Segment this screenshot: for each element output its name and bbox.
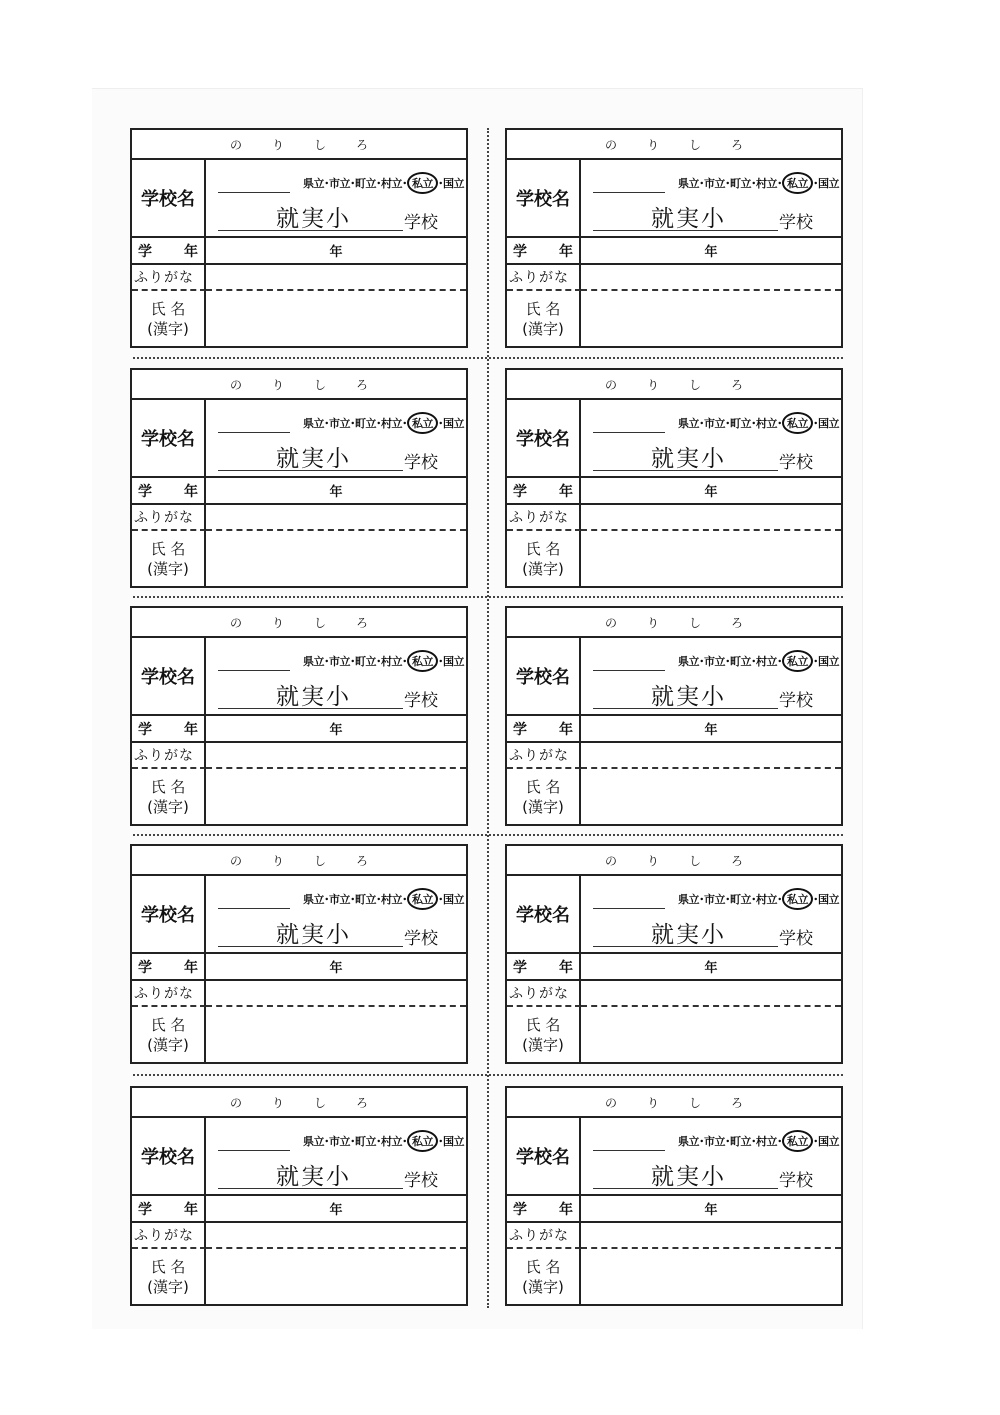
grade-label bbox=[132, 238, 206, 265]
furigana-label: ふりがな bbox=[507, 1223, 581, 1249]
furigana-field[interactable] bbox=[206, 743, 466, 769]
school-type-selected: 私立 bbox=[407, 650, 438, 672]
name-label-sub: (漢字) bbox=[147, 1035, 189, 1054]
name-label-main: 氏 名 bbox=[525, 1015, 561, 1034]
name-label-main: 氏 名 bbox=[525, 777, 561, 796]
furigana-field[interactable] bbox=[206, 265, 466, 291]
name-label bbox=[507, 1007, 581, 1062]
grade-label bbox=[507, 238, 581, 265]
name-label-sub: (漢字) bbox=[522, 559, 564, 578]
school-type-list-end: ･国立 bbox=[813, 177, 839, 190]
school-type-options bbox=[678, 172, 839, 194]
school-name-label: 学校名 bbox=[507, 638, 581, 716]
school-suffix: 学校 bbox=[779, 929, 813, 949]
name-label bbox=[507, 1249, 581, 1304]
school-name-field[interactable] bbox=[206, 1118, 466, 1196]
furigana-field[interactable] bbox=[581, 743, 841, 769]
name-label bbox=[507, 291, 581, 346]
school-name-value: 就実小 bbox=[276, 922, 351, 948]
grade-label-char2: 年 bbox=[184, 483, 198, 500]
glue-margin-header: のりしろ bbox=[132, 846, 466, 876]
horizontal-cut-line bbox=[133, 834, 843, 836]
name-label-main: 氏 名 bbox=[150, 1257, 186, 1276]
grade-label bbox=[132, 478, 206, 505]
name-label-card-r3-left bbox=[130, 606, 468, 826]
furigana-field[interactable] bbox=[581, 981, 841, 1007]
prefix-blank-line bbox=[218, 670, 290, 671]
furigana-label: ふりがな bbox=[132, 743, 206, 769]
grade-label bbox=[132, 716, 206, 743]
school-name-underline bbox=[593, 708, 778, 709]
furigana-label: ふりがな bbox=[132, 505, 206, 531]
grade-label-char1: 学 bbox=[138, 1201, 152, 1218]
school-type-selected: 私立 bbox=[407, 888, 438, 910]
school-type-list: 県立･市立･町立･村立･ bbox=[303, 655, 407, 668]
grade-unit: 年 bbox=[329, 245, 343, 260]
grade-label-char2: 年 bbox=[559, 959, 573, 976]
school-type-selected: 私立 bbox=[407, 172, 438, 194]
school-suffix: 学校 bbox=[779, 453, 813, 473]
glue-margin-header: のりしろ bbox=[132, 1088, 466, 1118]
grade-label-char1: 学 bbox=[138, 721, 152, 738]
prefix-blank-line bbox=[593, 908, 665, 909]
prefix-blank-line bbox=[593, 432, 665, 433]
school-suffix: 学校 bbox=[779, 691, 813, 711]
furigana-field[interactable] bbox=[581, 1223, 841, 1249]
horizontal-cut-line bbox=[133, 596, 843, 598]
name-label-card-r2-right bbox=[505, 368, 843, 588]
school-name-label: 学校名 bbox=[507, 160, 581, 238]
grade-label-char1: 学 bbox=[138, 243, 152, 260]
furigana-field[interactable] bbox=[206, 981, 466, 1007]
school-suffix: 学校 bbox=[404, 1171, 438, 1191]
school-type-selected: 私立 bbox=[782, 172, 813, 194]
name-label-main: 氏 名 bbox=[525, 299, 561, 318]
glue-margin-header: のりしろ bbox=[507, 1088, 841, 1118]
school-name-label: 学校名 bbox=[132, 876, 206, 954]
grade-unit: 年 bbox=[704, 961, 718, 976]
school-suffix: 学校 bbox=[404, 213, 438, 233]
name-field[interactable] bbox=[581, 1007, 841, 1062]
school-type-selected: 私立 bbox=[782, 650, 813, 672]
school-name-field[interactable] bbox=[206, 638, 466, 716]
school-name-value: 就実小 bbox=[276, 206, 351, 232]
grade-unit: 年 bbox=[329, 485, 343, 500]
school-name-label: 学校名 bbox=[507, 876, 581, 954]
name-label-sub: (漢字) bbox=[147, 319, 189, 338]
name-label-main: 氏 名 bbox=[150, 299, 186, 318]
school-name-underline bbox=[593, 470, 778, 471]
name-field[interactable] bbox=[206, 1007, 466, 1062]
name-label-card-r5-left bbox=[130, 1086, 468, 1306]
grade-unit: 年 bbox=[329, 1203, 343, 1218]
school-type-options bbox=[678, 412, 839, 434]
prefix-blank-line bbox=[593, 670, 665, 671]
grade-label bbox=[132, 1196, 206, 1223]
prefix-blank-line bbox=[218, 908, 290, 909]
grade-field[interactable] bbox=[581, 716, 841, 743]
grade-field[interactable] bbox=[206, 954, 466, 981]
furigana-label: ふりがな bbox=[507, 505, 581, 531]
grade-label bbox=[507, 954, 581, 981]
name-label bbox=[132, 1007, 206, 1062]
furigana-label: ふりがな bbox=[507, 743, 581, 769]
school-type-list: 県立･市立･町立･村立･ bbox=[303, 417, 407, 430]
name-field[interactable] bbox=[581, 291, 841, 346]
horizontal-cut-line bbox=[133, 357, 843, 359]
school-name-underline bbox=[218, 708, 403, 709]
name-field[interactable] bbox=[581, 769, 841, 824]
grade-label-char2: 年 bbox=[184, 959, 198, 976]
school-type-selected: 私立 bbox=[782, 1130, 813, 1152]
grade-unit: 年 bbox=[329, 723, 343, 738]
horizontal-cut-line bbox=[133, 1074, 843, 1076]
school-name-field[interactable] bbox=[206, 876, 466, 954]
grade-label-char2: 年 bbox=[559, 243, 573, 260]
school-name-field[interactable] bbox=[206, 400, 466, 478]
vertical-cut-line bbox=[487, 128, 489, 1308]
school-type-selected: 私立 bbox=[407, 412, 438, 434]
school-suffix: 学校 bbox=[779, 213, 813, 233]
grade-field[interactable] bbox=[206, 716, 466, 743]
name-label-card-r3-right bbox=[505, 606, 843, 826]
grade-label bbox=[132, 954, 206, 981]
name-label-main: 氏 名 bbox=[150, 1015, 186, 1034]
school-type-list: 県立･市立･町立･村立･ bbox=[678, 893, 782, 906]
grade-field[interactable] bbox=[206, 478, 466, 505]
furigana-label: ふりがな bbox=[132, 1223, 206, 1249]
school-type-list-end: ･国立 bbox=[438, 893, 464, 906]
name-label-card-r2-left bbox=[130, 368, 468, 588]
grade-label bbox=[507, 1196, 581, 1223]
school-suffix: 学校 bbox=[404, 453, 438, 473]
grade-label-char2: 年 bbox=[559, 1201, 573, 1218]
name-label-card-r4-right bbox=[505, 844, 843, 1064]
school-name-value: 就実小 bbox=[651, 206, 726, 232]
grade-label bbox=[507, 478, 581, 505]
school-name-field[interactable] bbox=[581, 400, 841, 478]
glue-margin-header: のりしろ bbox=[132, 608, 466, 638]
furigana-label: ふりがな bbox=[507, 265, 581, 291]
name-field[interactable] bbox=[206, 1249, 466, 1304]
school-name-field[interactable] bbox=[581, 160, 841, 238]
grade-field[interactable] bbox=[581, 954, 841, 981]
school-name-label: 学校名 bbox=[132, 1118, 206, 1196]
school-type-selected: 私立 bbox=[782, 412, 813, 434]
name-label-card-r5-right bbox=[505, 1086, 843, 1306]
name-label-card-r4-left bbox=[130, 844, 468, 1064]
grade-unit: 年 bbox=[704, 1203, 718, 1218]
name-label-sub: (漢字) bbox=[147, 1277, 189, 1296]
grade-unit: 年 bbox=[704, 485, 718, 500]
grade-label-char2: 年 bbox=[184, 243, 198, 260]
prefix-blank-line bbox=[593, 1150, 665, 1151]
grade-label-char1: 学 bbox=[138, 483, 152, 500]
school-suffix: 学校 bbox=[404, 691, 438, 711]
grade-label-char1: 学 bbox=[513, 721, 527, 738]
name-label-sub: (漢字) bbox=[522, 1035, 564, 1054]
grade-label-char1: 学 bbox=[513, 243, 527, 260]
grade-label-char1: 学 bbox=[513, 959, 527, 976]
name-label-main: 氏 名 bbox=[525, 1257, 561, 1276]
name-label-card-r1-right bbox=[505, 128, 843, 348]
name-label-card-r1-left bbox=[130, 128, 468, 348]
school-type-options bbox=[303, 172, 464, 194]
glue-margin-header: のりしろ bbox=[507, 846, 841, 876]
school-name-field[interactable] bbox=[206, 160, 466, 238]
school-name-label: 学校名 bbox=[132, 638, 206, 716]
school-type-list: 県立･市立･町立･村立･ bbox=[678, 1135, 782, 1148]
school-name-value: 就実小 bbox=[276, 684, 351, 710]
name-label bbox=[132, 291, 206, 346]
name-label bbox=[132, 769, 206, 824]
school-type-selected: 私立 bbox=[407, 1130, 438, 1152]
school-type-options bbox=[678, 1130, 839, 1152]
school-type-options bbox=[678, 650, 839, 672]
name-label bbox=[507, 769, 581, 824]
school-name-label: 学校名 bbox=[507, 400, 581, 478]
school-name-label: 学校名 bbox=[132, 400, 206, 478]
school-type-options bbox=[303, 412, 464, 434]
school-type-list-end: ･国立 bbox=[813, 1135, 839, 1148]
school-type-selected: 私立 bbox=[782, 888, 813, 910]
name-label bbox=[132, 1249, 206, 1304]
school-type-list-end: ･国立 bbox=[438, 655, 464, 668]
name-label bbox=[132, 531, 206, 586]
school-type-list: 県立･市立･町立･村立･ bbox=[678, 177, 782, 190]
school-name-value: 就実小 bbox=[276, 1164, 351, 1190]
furigana-label: ふりがな bbox=[132, 265, 206, 291]
school-type-options bbox=[303, 888, 464, 910]
name-field[interactable] bbox=[206, 291, 466, 346]
school-type-list-end: ･国立 bbox=[438, 417, 464, 430]
school-suffix: 学校 bbox=[779, 1171, 813, 1191]
grade-field[interactable] bbox=[206, 1196, 466, 1223]
grade-unit: 年 bbox=[329, 961, 343, 976]
school-name-label: 学校名 bbox=[132, 160, 206, 238]
glue-margin-header: のりしろ bbox=[132, 370, 466, 400]
school-type-list-end: ･国立 bbox=[813, 655, 839, 668]
school-type-list: 県立･市立･町立･村立･ bbox=[678, 655, 782, 668]
grade-field[interactable] bbox=[581, 1196, 841, 1223]
prefix-blank-line bbox=[593, 192, 665, 193]
school-type-list-end: ･国立 bbox=[813, 417, 839, 430]
school-type-list: 県立･市立･町立･村立･ bbox=[678, 417, 782, 430]
school-name-underline bbox=[593, 946, 778, 947]
grade-label-char1: 学 bbox=[513, 483, 527, 500]
name-label-main: 氏 名 bbox=[525, 539, 561, 558]
school-name-value: 就実小 bbox=[651, 684, 726, 710]
name-label bbox=[507, 531, 581, 586]
furigana-field[interactable] bbox=[206, 1223, 466, 1249]
school-name-field[interactable] bbox=[581, 638, 841, 716]
school-name-value: 就実小 bbox=[651, 922, 726, 948]
grade-unit: 年 bbox=[704, 723, 718, 738]
name-field[interactable] bbox=[581, 531, 841, 586]
grade-field[interactable] bbox=[581, 478, 841, 505]
school-name-underline bbox=[218, 1188, 403, 1189]
school-name-value: 就実小 bbox=[651, 1164, 726, 1190]
name-label-sub: (漢字) bbox=[147, 797, 189, 816]
school-name-field[interactable] bbox=[581, 1118, 841, 1196]
furigana-label: ふりがな bbox=[132, 981, 206, 1007]
prefix-blank-line bbox=[218, 192, 290, 193]
school-type-options bbox=[303, 650, 464, 672]
grade-field[interactable] bbox=[206, 238, 466, 265]
school-type-options bbox=[303, 1130, 464, 1152]
grade-label bbox=[507, 716, 581, 743]
grade-label-char1: 学 bbox=[138, 959, 152, 976]
name-label-main: 氏 名 bbox=[150, 539, 186, 558]
school-type-list-end: ･国立 bbox=[438, 177, 464, 190]
school-type-options bbox=[678, 888, 839, 910]
name-field[interactable] bbox=[206, 531, 466, 586]
grade-label-char2: 年 bbox=[559, 483, 573, 500]
prefix-blank-line bbox=[218, 432, 290, 433]
name-label-sub: (漢字) bbox=[522, 319, 564, 338]
school-name-underline bbox=[218, 230, 403, 231]
grade-label-char2: 年 bbox=[184, 721, 198, 738]
glue-margin-header: のりしろ bbox=[507, 370, 841, 400]
grade-label-char2: 年 bbox=[559, 721, 573, 738]
name-field[interactable] bbox=[206, 769, 466, 824]
prefix-blank-line bbox=[218, 1150, 290, 1151]
name-field[interactable] bbox=[581, 1249, 841, 1304]
name-label-sub: (漢字) bbox=[147, 559, 189, 578]
glue-margin-header: のりしろ bbox=[507, 608, 841, 638]
school-type-list: 県立･市立･町立･村立･ bbox=[303, 1135, 407, 1148]
school-name-underline bbox=[218, 946, 403, 947]
glue-margin-header: のりしろ bbox=[507, 130, 841, 160]
name-label-sub: (漢字) bbox=[522, 1277, 564, 1296]
school-suffix: 学校 bbox=[404, 929, 438, 949]
name-label-main: 氏 名 bbox=[150, 777, 186, 796]
school-name-underline bbox=[593, 230, 778, 231]
furigana-field[interactable] bbox=[581, 265, 841, 291]
grade-label-char2: 年 bbox=[184, 1201, 198, 1218]
school-name-field[interactable] bbox=[581, 876, 841, 954]
grade-field[interactable] bbox=[581, 238, 841, 265]
furigana-label: ふりがな bbox=[507, 981, 581, 1007]
school-name-value: 就実小 bbox=[651, 446, 726, 472]
furigana-field[interactable] bbox=[581, 505, 841, 531]
school-name-value: 就実小 bbox=[276, 446, 351, 472]
school-name-underline bbox=[218, 470, 403, 471]
school-type-list: 県立･市立･町立･村立･ bbox=[303, 177, 407, 190]
grade-unit: 年 bbox=[704, 245, 718, 260]
glue-margin-header: のりしろ bbox=[132, 130, 466, 160]
school-type-list-end: ･国立 bbox=[438, 1135, 464, 1148]
school-type-list: 県立･市立･町立･村立･ bbox=[303, 893, 407, 906]
school-name-underline bbox=[593, 1188, 778, 1189]
furigana-field[interactable] bbox=[206, 505, 466, 531]
name-label-sub: (漢字) bbox=[522, 797, 564, 816]
school-name-label: 学校名 bbox=[507, 1118, 581, 1196]
grade-label-char1: 学 bbox=[513, 1201, 527, 1218]
school-type-list-end: ･国立 bbox=[813, 893, 839, 906]
